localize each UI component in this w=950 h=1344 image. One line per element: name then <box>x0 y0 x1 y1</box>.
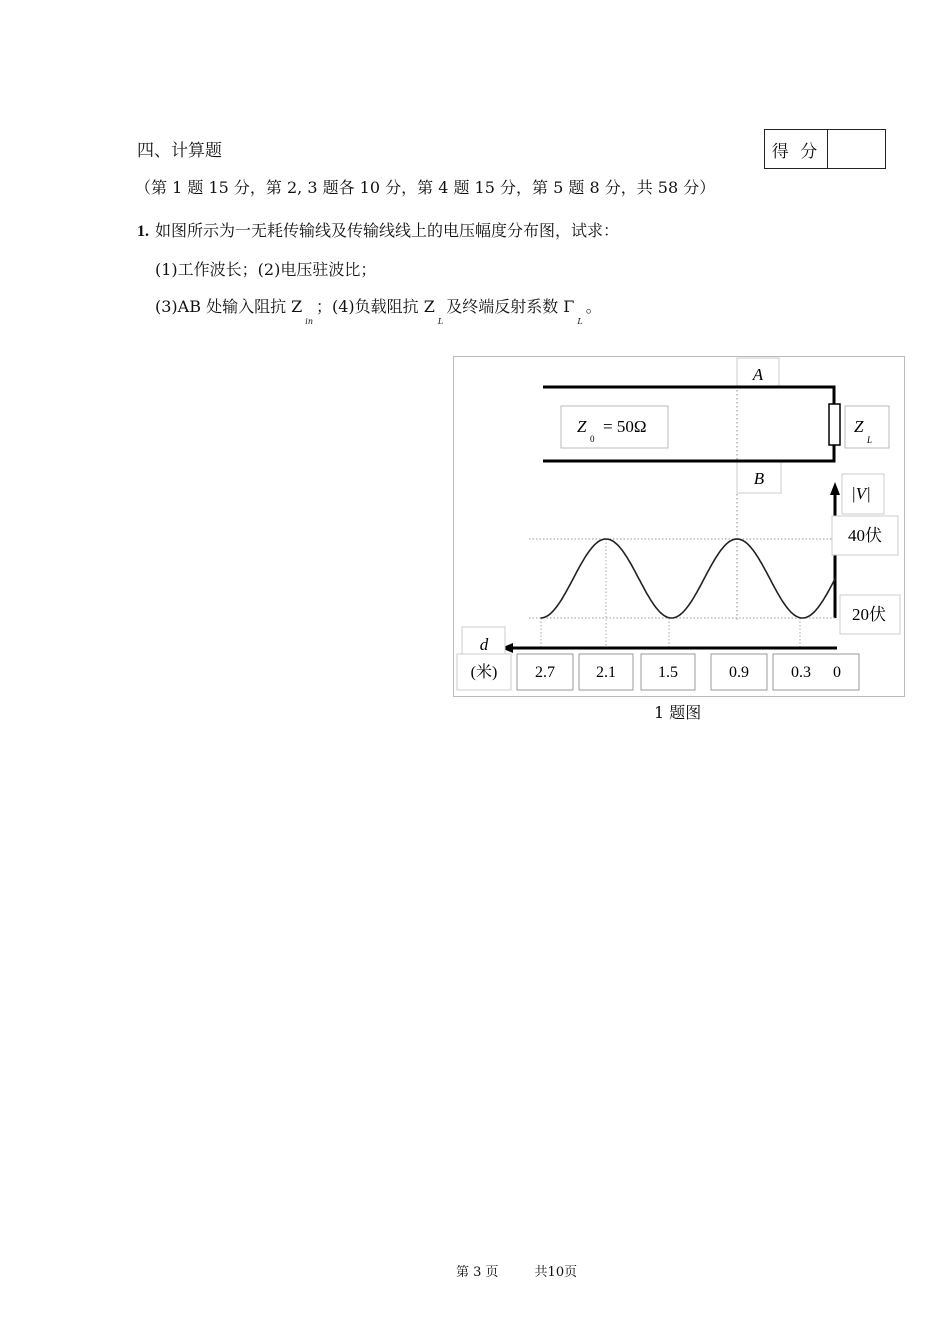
v-axis-arrow <box>830 482 840 495</box>
label-a: A <box>752 365 764 384</box>
part-b-text-4: 。 <box>585 297 602 316</box>
d-unit-label: (米) <box>470 664 498 681</box>
figure-caption: 1 题图 <box>654 703 702 722</box>
subscript-in: in <box>305 317 313 326</box>
question-1 <box>137 218 619 241</box>
subscript-L-gamma: L <box>577 317 583 326</box>
question-part-b <box>155 294 602 326</box>
section-title: 四、计算题 <box>137 141 222 161</box>
z0-value: = 50Ω <box>603 417 647 436</box>
page-total: 共10页 <box>534 1265 578 1280</box>
tick-label-2.7: 2.7 <box>535 664 555 681</box>
part-b-text-3: 及终端反射系数 Γ <box>446 297 575 316</box>
question-part-a: (1)工作波长；(2)电压驻波比； <box>155 260 377 279</box>
tick-label-2.1: 2.1 <box>596 664 616 681</box>
transmission-line-figure <box>453 356 905 698</box>
top-conductor <box>543 387 834 404</box>
d-axis-label: d <box>479 635 489 654</box>
question-number: 1. <box>137 223 149 240</box>
zl-symbol: Z <box>854 417 864 436</box>
part-b-text-1: (3)AB 处输入阻抗 Z <box>155 297 303 316</box>
zl-subscript: L <box>867 435 873 445</box>
v-axis-label: |V| <box>851 484 871 503</box>
tick-label-1.5: 1.5 <box>658 664 678 681</box>
page-number: 第 3 页 <box>456 1265 499 1280</box>
v-min-label: 20伏 <box>852 605 886 624</box>
v-max-label: 40伏 <box>848 526 882 545</box>
points-note: （第 1 题 15 分，第 2, 3 题各 10 分，第 4 题 15 分，第 5 题 8 分，共 58 分） <box>135 178 716 197</box>
score-field[interactable] <box>828 130 885 168</box>
z0-subscript: 0 <box>590 434 595 444</box>
tick-label-0: 0 <box>833 664 841 681</box>
label-b: B <box>753 469 765 488</box>
question-text: 如图所示为一无耗传输线及传输线线上的电压幅度分布图，试求： <box>155 221 620 240</box>
voltage-curve <box>541 539 836 618</box>
z0-symbol: Z <box>577 417 587 436</box>
grid-verticals <box>541 539 800 648</box>
load-resistor <box>829 404 840 445</box>
tick-label-0.9: 0.9 <box>729 664 749 681</box>
page-footer <box>456 1261 613 1280</box>
score-label: 得 分 <box>765 130 828 168</box>
score-box <box>764 129 886 169</box>
part-b-text-2: ；(4)负载阻抗 Z <box>316 297 435 316</box>
subscript-L: L <box>437 317 444 326</box>
tick-label-0.3: 0.3 <box>791 664 811 681</box>
tick-box-0.3-0 <box>773 654 859 690</box>
